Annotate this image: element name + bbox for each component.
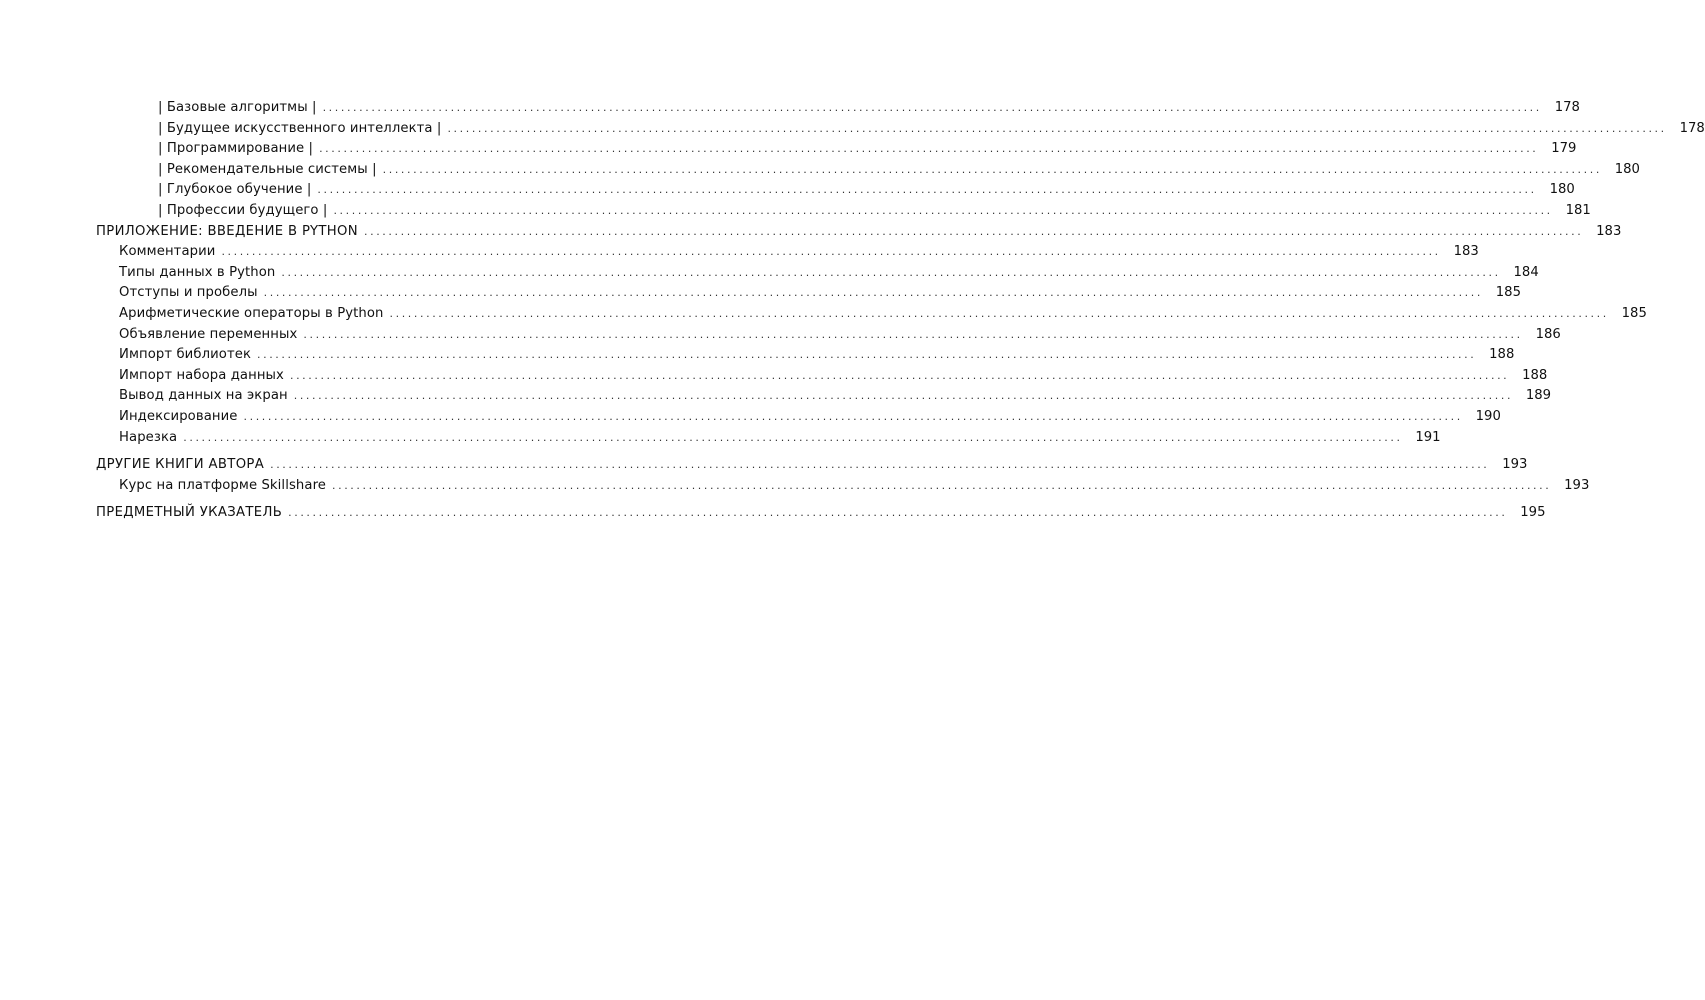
- toc-page-number: 180: [1614, 161, 1640, 177]
- dot-leader: ........................................................................................................................................................................................................: [257, 348, 1477, 362]
- toc-page-number: 178: [1679, 120, 1705, 136]
- toc-entry: [96, 407, 1501, 428]
- dot-leader: ........................................................................................................................................................................................................: [281, 265, 1501, 279]
- toc-entry-title: | Будущее искусственного интеллекта |: [158, 120, 442, 136]
- toc-entry-title: | Базовые алгоритмы |: [158, 100, 317, 115]
- toc-page-number: 191: [1415, 429, 1441, 445]
- toc-entry-title: Импорт набора данных: [119, 367, 284, 383]
- toc-page-number: 178: [1554, 100, 1580, 115]
- dot-leader: ........................................................................................................................................................................................................: [319, 142, 1539, 156]
- toc-entry: [96, 242, 1479, 263]
- toc-page-number: 195: [1520, 505, 1546, 521]
- toc-entry-title: Индексирование: [119, 408, 238, 424]
- toc-entry-title: | Программирование |: [158, 141, 314, 157]
- toc-entry: [96, 366, 1548, 387]
- dot-leader: ........................................................................................................................................................................................................: [303, 327, 1523, 341]
- toc-entry-title: Отступы и пробелы: [119, 285, 258, 301]
- toc-entry-title: ПРИЛОЖЕНИЕ: ВВЕДЕНИЕ В PYTHON: [96, 223, 359, 239]
- toc-page-number: 181: [1565, 202, 1591, 218]
- toc-page-number: 184: [1513, 264, 1539, 280]
- dot-leader: ........................................................................................................................................................................................................: [270, 458, 1490, 472]
- dot-leader: ........................................................................................................................................................................................................: [289, 368, 1510, 382]
- toc-page-number: 183: [1453, 244, 1479, 260]
- dot-leader: ........................................................................................................................................................................................................: [221, 245, 1441, 259]
- toc-entry-title: Объявление переменных: [119, 326, 298, 342]
- toc-section-heading: [96, 503, 1546, 524]
- toc-entry: [96, 201, 1591, 222]
- toc-page-number: 193: [1564, 477, 1590, 493]
- toc-section-heading: [96, 222, 1622, 243]
- toc-entry-title: | Профессии будущего |: [158, 202, 328, 218]
- toc-page-number: 185: [1495, 285, 1521, 301]
- toc-page-number: 183: [1596, 223, 1622, 239]
- toc-page-number: 185: [1621, 305, 1647, 321]
- dot-leader: ........................................................................................................................................................................................................: [364, 224, 1584, 238]
- toc-page-number: 188: [1522, 367, 1548, 383]
- toc-entry: [96, 283, 1521, 304]
- dot-leader: ........................................................................................................................................................................................................: [322, 101, 1542, 114]
- dot-leader: ........................................................................................................................................................................................................: [263, 286, 1483, 300]
- toc-page-number: 193: [1502, 457, 1528, 473]
- dot-leader: ........................................................................................................................................................................................................: [382, 162, 1602, 176]
- toc-entry: [96, 386, 1552, 407]
- toc-entry-title: Комментарии: [119, 244, 216, 260]
- dot-leader: ........................................................................................................................................................................................................: [389, 306, 1609, 320]
- toc-entry-title: ПРЕДМЕТНЫЙ УКАЗАТЕЛЬ: [96, 505, 283, 521]
- toc-entry: [96, 345, 1515, 366]
- toc-page-number: 179: [1551, 141, 1577, 157]
- table-of-contents: [96, 98, 1705, 524]
- toc-entry: [96, 139, 1577, 160]
- toc-entry-title: Вывод данных на экран: [119, 388, 288, 404]
- toc-entry-title: Арифметические операторы в Python: [119, 305, 384, 321]
- toc-entry-title: Импорт библиотек: [119, 347, 252, 363]
- toc-entry: [96, 428, 1441, 449]
- toc-entry-title: Нарезка: [119, 429, 178, 445]
- toc-entry: [96, 119, 1705, 140]
- toc-entry: [96, 304, 1647, 325]
- toc-entry: [96, 180, 1575, 201]
- toc-entry: [96, 263, 1539, 284]
- toc-entry-title: | Глубокое обучение |: [158, 182, 312, 198]
- toc-entry-title: Типы данных в Python: [119, 264, 276, 280]
- toc-entry-title: Курс на платформе Skillshare: [119, 477, 327, 493]
- toc-page-number: 186: [1535, 326, 1561, 342]
- toc-section-heading: [96, 455, 1528, 476]
- toc-entry: [96, 160, 1640, 181]
- toc-page-number: 180: [1549, 182, 1575, 198]
- toc-page-number: 189: [1525, 388, 1552, 404]
- toc-page-number: 188: [1489, 347, 1515, 363]
- dot-leader: ........................................................................................................................................................................................................: [288, 506, 1508, 520]
- dot-leader: ........................................................................................................................................................................................................: [317, 183, 1537, 197]
- dot-leader: ........................................................................................................................................................................................................: [293, 389, 1514, 403]
- toc-entry: [96, 325, 1561, 346]
- toc-entry: [96, 476, 1590, 497]
- dot-leader: ........................................................................................................................................................................................................: [447, 121, 1667, 135]
- toc-entry-title: ДРУГИЕ КНИГИ АВТОРА: [96, 457, 265, 473]
- toc-entry: [96, 98, 1580, 119]
- dot-leader: ........................................................................................................................................................................................................: [332, 478, 1552, 492]
- toc-page-number: 190: [1475, 408, 1501, 424]
- dot-leader: ........................................................................................................................................................................................................: [183, 430, 1403, 444]
- toc-entry-title: | Рекомендательные системы |: [158, 161, 377, 177]
- dot-leader: ........................................................................................................................................................................................................: [243, 409, 1463, 423]
- dot-leader: ........................................................................................................................................................................................................: [333, 203, 1553, 217]
